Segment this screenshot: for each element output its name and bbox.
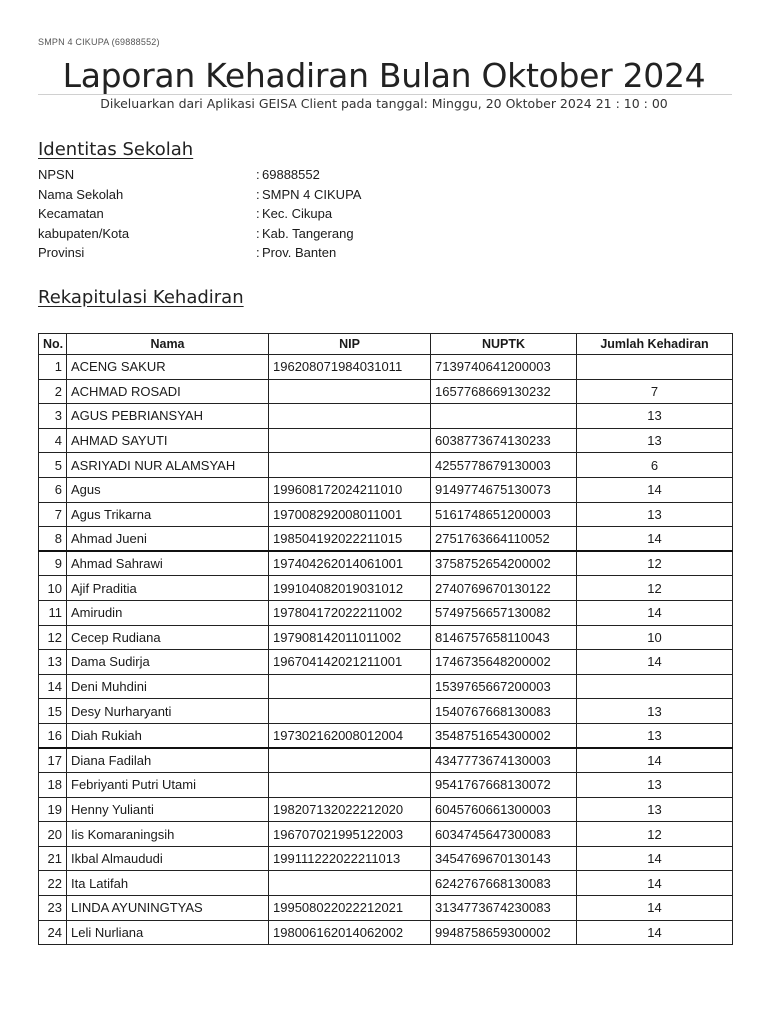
- identity-table: [38, 165, 361, 263]
- cell-jumlah: 14: [577, 871, 733, 896]
- cell-nuptk: 3454769670130143: [431, 846, 577, 871]
- cell-nuptk: 4347773674130003: [431, 748, 577, 773]
- cell-nuptk: 4255778679130003: [431, 453, 577, 478]
- cell-jumlah: 13: [577, 723, 733, 748]
- cell-no: 19: [39, 797, 67, 822]
- cell-jumlah: 6: [577, 453, 733, 478]
- cell-jumlah: 12: [577, 551, 733, 576]
- table-row: [39, 871, 733, 896]
- cell-jumlah: 14: [577, 920, 733, 945]
- cell-jumlah: 13: [577, 502, 733, 527]
- cell-nama: ASRIYADI NUR ALAMSYAH: [67, 453, 269, 478]
- cell-jumlah: 13: [577, 699, 733, 724]
- cell-nuptk: 9948758659300002: [431, 920, 577, 945]
- cell-nuptk: 2740769670130122: [431, 576, 577, 601]
- cell-no: 22: [39, 871, 67, 896]
- cell-nama: AHMAD SAYUTI: [67, 428, 269, 453]
- table-row: [39, 723, 733, 748]
- cell-jumlah: 13: [577, 797, 733, 822]
- cell-nuptk: 9149774675130073: [431, 477, 577, 502]
- identity-separator: :: [256, 167, 260, 183]
- cell-nama: Deni Muhdini: [67, 674, 269, 699]
- identity-row: [38, 204, 361, 224]
- cell-jumlah: 14: [577, 600, 733, 625]
- table-header-row: [39, 334, 733, 355]
- cell-nuptk: 5749756657130082: [431, 600, 577, 625]
- cell-no: 20: [39, 822, 67, 847]
- cell-nip: [269, 773, 431, 798]
- cell-nip: 197302162008012004: [269, 723, 431, 748]
- cell-nip: 199608172024211010: [269, 477, 431, 502]
- cell-nip: [269, 674, 431, 699]
- table-row: [39, 748, 733, 773]
- recap-section-title: Rekapitulasi Kehadiran: [38, 287, 244, 308]
- table-row: [39, 527, 733, 552]
- table-row: [39, 355, 733, 380]
- cell-no: 10: [39, 576, 67, 601]
- cell-nama: Henny Yulianti: [67, 797, 269, 822]
- cell-nuptk: 1657768669130232: [431, 379, 577, 404]
- cell-nuptk: 6242767668130083: [431, 871, 577, 896]
- cell-nip: 196707021995122003: [269, 822, 431, 847]
- cell-nama: ACHMAD ROSADI: [67, 379, 269, 404]
- cell-nuptk: 3134773674230083: [431, 896, 577, 921]
- table-row: [39, 428, 733, 453]
- cell-nama: Agus Trikarna: [67, 502, 269, 527]
- identity-value: Kec. Cikupa: [262, 206, 333, 222]
- cell-jumlah: 14: [577, 477, 733, 502]
- identity-row: [38, 224, 361, 244]
- cell-nuptk: 1746735648200002: [431, 650, 577, 675]
- table-row: [39, 797, 733, 822]
- cell-nip: 199104082019031012: [269, 576, 431, 601]
- cell-jumlah: 14: [577, 896, 733, 921]
- cell-nip: 199508022022212021: [269, 896, 431, 921]
- cell-nama: Amirudin: [67, 600, 269, 625]
- table-row: [39, 576, 733, 601]
- cell-jumlah: 13: [577, 428, 733, 453]
- cell-nama: Ahmad Jueni: [67, 527, 269, 552]
- cell-nama: Iis Komaraningsih: [67, 822, 269, 847]
- cell-no: 18: [39, 773, 67, 798]
- identity-section-title: Identitas Sekolah: [38, 139, 194, 160]
- cell-nip: 199111222022211013: [269, 846, 431, 871]
- table-row: [39, 379, 733, 404]
- cell-jumlah: 12: [577, 576, 733, 601]
- identity-separator: :: [256, 206, 260, 222]
- page-subtitle: Dikeluarkan dari Aplikasi GEISA Client pada tanggal: Minggu, 20 Oktober 2024 21 : 10 : 00: [100, 96, 668, 111]
- identity-label: Provinsi: [38, 245, 85, 261]
- cell-jumlah: 13: [577, 404, 733, 429]
- column-header-jumlah: Jumlah Kehadiran: [577, 334, 733, 355]
- cell-nip: 198504192022211015: [269, 527, 431, 552]
- cell-no: 11: [39, 600, 67, 625]
- cell-no: 15: [39, 699, 67, 724]
- cell-nuptk: 3758752654200002: [431, 551, 577, 576]
- cell-nuptk: 1540767668130083: [431, 699, 577, 724]
- cell-nama: Diana Fadilah: [67, 748, 269, 773]
- cell-nama: Cecep Rudiana: [67, 625, 269, 650]
- cell-nip: 196208071984031011: [269, 355, 431, 380]
- cell-no: 21: [39, 846, 67, 871]
- cell-no: 12: [39, 625, 67, 650]
- cell-jumlah: 7: [577, 379, 733, 404]
- table-row: [39, 846, 733, 871]
- cell-no: 3: [39, 404, 67, 429]
- table-row: [39, 404, 733, 429]
- cell-nuptk: 9541767668130072: [431, 773, 577, 798]
- cell-nip: 196704142021211001: [269, 650, 431, 675]
- table-row: [39, 477, 733, 502]
- column-header-nip: NIP: [269, 334, 431, 355]
- cell-nama: Ajif Praditia: [67, 576, 269, 601]
- identity-value: SMPN 4 CIKUPA: [262, 186, 362, 202]
- cell-nama: ACENG SAKUR: [67, 355, 269, 380]
- cell-no: 6: [39, 477, 67, 502]
- cell-nuptk: 3548751654300002: [431, 723, 577, 748]
- school-tag: SMPN 4 CIKUPA (69888552): [38, 37, 160, 47]
- table-row: [39, 896, 733, 921]
- table-row: [39, 674, 733, 699]
- table-row: [39, 502, 733, 527]
- title-divider: [38, 94, 732, 95]
- cell-jumlah: 10: [577, 625, 733, 650]
- cell-nip: 197908142011011002: [269, 625, 431, 650]
- identity-row: [38, 243, 361, 263]
- cell-nuptk: 1539765667200003: [431, 674, 577, 699]
- cell-nip: [269, 871, 431, 896]
- table-row: [39, 650, 733, 675]
- identity-separator: :: [256, 186, 260, 202]
- table-row: [39, 822, 733, 847]
- cell-jumlah: 14: [577, 650, 733, 675]
- cell-no: 8: [39, 527, 67, 552]
- cell-nuptk: 6034745647300083: [431, 822, 577, 847]
- identity-row: [38, 165, 361, 185]
- cell-nama: Agus: [67, 477, 269, 502]
- cell-nip: [269, 748, 431, 773]
- cell-nama: Febriyanti Putri Utami: [67, 773, 269, 798]
- cell-no: 2: [39, 379, 67, 404]
- cell-jumlah: [577, 674, 733, 699]
- cell-nuptk: 6038773674130233: [431, 428, 577, 453]
- identity-label: Nama Sekolah: [38, 186, 124, 202]
- cell-nuptk: 2751763664110052: [431, 527, 577, 552]
- cell-no: 13: [39, 650, 67, 675]
- cell-nuptk: [431, 404, 577, 429]
- cell-nip: 198006162014062002: [269, 920, 431, 945]
- column-header-no: No.: [39, 334, 67, 355]
- cell-nuptk: 6045760661300003: [431, 797, 577, 822]
- cell-no: 9: [39, 551, 67, 576]
- table-row: [39, 600, 733, 625]
- identity-value: Kab. Tangerang: [262, 225, 354, 241]
- cell-nip: [269, 404, 431, 429]
- cell-jumlah: 14: [577, 527, 733, 552]
- cell-no: 5: [39, 453, 67, 478]
- identity-label: NPSN: [38, 167, 75, 183]
- table-row: [39, 551, 733, 576]
- cell-nama: LINDA AYUNINGTYAS: [67, 896, 269, 921]
- table-row: [39, 625, 733, 650]
- cell-nip: [269, 699, 431, 724]
- identity-value: 69888552: [262, 167, 320, 183]
- cell-jumlah: 13: [577, 773, 733, 798]
- cell-nama: AGUS PEBRIANSYAH: [67, 404, 269, 429]
- page-title: Laporan Kehadiran Bulan Oktober 2024: [62, 56, 706, 95]
- cell-nip: [269, 379, 431, 404]
- cell-nip: 197008292008011001: [269, 502, 431, 527]
- cell-nama: Leli Nurliana: [67, 920, 269, 945]
- cell-no: 24: [39, 920, 67, 945]
- identity-value: Prov. Banten: [262, 245, 337, 261]
- cell-nama: Diah Rukiah: [67, 723, 269, 748]
- identity-label: Kecamatan: [38, 206, 104, 222]
- cell-no: 7: [39, 502, 67, 527]
- table-row: [39, 453, 733, 478]
- table-row: [39, 920, 733, 945]
- cell-nama: Ita Latifah: [67, 871, 269, 896]
- column-header-nama: Nama: [67, 334, 269, 355]
- cell-no: 23: [39, 896, 67, 921]
- cell-jumlah: 14: [577, 748, 733, 773]
- identity-separator: :: [256, 245, 260, 261]
- cell-nip: 197804172022211002: [269, 600, 431, 625]
- cell-nuptk: 7139740641200003: [431, 355, 577, 380]
- cell-nama: Desy Nurharyanti: [67, 699, 269, 724]
- identity-separator: :: [256, 225, 260, 241]
- cell-no: 4: [39, 428, 67, 453]
- cell-nuptk: 5161748651200003: [431, 502, 577, 527]
- cell-no: 1: [39, 355, 67, 380]
- cell-no: 14: [39, 674, 67, 699]
- cell-nip: [269, 453, 431, 478]
- cell-nuptk: 8146757658110043: [431, 625, 577, 650]
- cell-nip: 198207132022212020: [269, 797, 431, 822]
- cell-nama: Ahmad Sahrawi: [67, 551, 269, 576]
- cell-nip: 197404262014061001: [269, 551, 431, 576]
- cell-jumlah: [577, 355, 733, 380]
- identity-row: [38, 185, 361, 205]
- attendance-table: [38, 333, 733, 945]
- column-header-nuptk: NUPTK: [431, 334, 577, 355]
- cell-jumlah: 14: [577, 846, 733, 871]
- cell-nama: Ikbal Almaududi: [67, 846, 269, 871]
- cell-jumlah: 12: [577, 822, 733, 847]
- cell-no: 17: [39, 748, 67, 773]
- table-row: [39, 699, 733, 724]
- identity-label: kabupaten/Kota: [38, 225, 130, 241]
- cell-nip: [269, 428, 431, 453]
- cell-nama: Dama Sudirja: [67, 650, 269, 675]
- cell-no: 16: [39, 723, 67, 748]
- table-row: [39, 773, 733, 798]
